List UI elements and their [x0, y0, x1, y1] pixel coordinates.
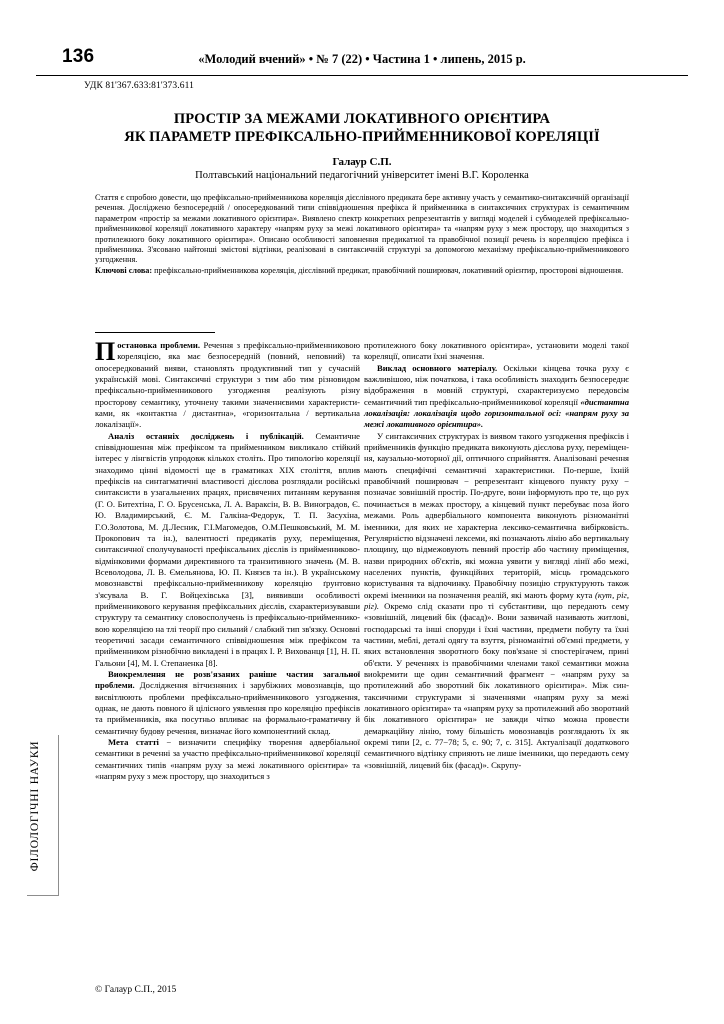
paragraph — [95, 737, 360, 782]
body-column-left — [95, 337, 360, 782]
abstract-body: Стаття є спробою довести, що префіксально-прийменникова кореляція дієслівного предиката бере активну участь у семантико-синтаксичній організації речення. Досліджено безпосередній / опосередкований типи співвідношення префікса й прийменника в синтаксичних структурах із семантичним параметром «простір за межами локативного орієнтира». Виявлено спектр конкретних репрезентантів у вигляді моделей і субмоделей префіксально-прийменникової кореляції локативного характеру «напрям руху за межі локативного орієнтира» та «напрям руху з меж простору, що знаходиться з протилежного боку локативного орієнтира». Описано особливості заповнення предикатної та правобічної позиції речень із кореляцією префікса і прийменника. З'ясовано найтонші змістові відтінки, реалізовані в синтаксичній структурі за допомогою механізму префіксально-прийменникового узгодження. — [95, 193, 629, 265]
drop-cap: П — [95, 337, 116, 366]
section-heading-gap: Виокремлення не розв'язаних раніше частин загальної проблеми. — [95, 668, 360, 691]
paragraph — [364, 340, 629, 363]
udc-code: УДК 81'367.633:81'373.611 — [84, 81, 194, 91]
journal-issue-line: «Молодий вчений» • № 7 (22) • Частина 1 • липень, 2015 р. — [198, 52, 526, 66]
section-heading-analysis: Аналіз останніх досліджень і публікацій. — [108, 430, 304, 441]
abstract-keywords — [95, 266, 629, 276]
paragraph-text: У синтаксичних структурах із виявом такого узгодження префіксів і прийменників функцію предиката виконують дієслова руху, переміщення, каузально-моторної дії, оптичного сприйняття. Аналізовані речення мають специфічні семантичні характеристики. По-перше, їхній правобічний поширювач − репрезентант кінцевого пункту руху − позначає зовнішній простір. По-друге, вони інформують про те, що рух починається в межах простору, а кінцевий пункт перебуває поза його межами. Роль адвербіального компонента виконують різноманітні іменники, для яких не характерна лексико-семантична вибірковість. Регулярністю відзначені лексеми, які позначають лінію або вертикальну площину, що відмежовують певний простір або частину приміщення, назви природних об'єктів, які можна уявити у вигляді лінії або межі, населених пунктів, функційних територій, місць громадського користування та відпочинку. Правобічну позицію структурують також окремі іменники на позначення реалій, які мають форму кута — [364, 430, 629, 600]
paragraph — [95, 337, 360, 431]
keywords-list: префіксально-прийменникова кореляція, дієслівний предикат, правобічний поширювач, локативний орієнтир, просторові відношення. — [154, 265, 624, 275]
paragraph — [364, 431, 629, 771]
paragraph-text: Оскільки кінцева точка руху є важливішою, ніж початкова, і така особливість знаходить безпосереднє відображення в мовній структурі, схарактеризуємо передовсім семантичний тип префіксально-прийменникової кореляції — [364, 362, 629, 407]
section-heading-problem: остановка проблеми. — [117, 340, 201, 350]
paragraph-text: протилежного боку локативного орієнтира», установити моделі такої кореляції, описати їхні значення. — [364, 340, 629, 362]
paragraph-text: Семантичне співвідношення між префіксом та прийменником викликало стійкий інтерес у лінгвістів упродовж кількох століть. Про типологію кореляції знаходимо цінні відомості ще в граматиках XIX століття, вплив префіксів на синтагматичні властивості дієслова розглядали російські синтаксисти в узагальнених працях, присвячених питанням керування (Г. О. Битехтіна, Г. О. Брусенська, Л. А. Вараксін, В. В. Виноградов, Є. Ю. Владимирський, Є. М. Галкіна-Федорук, Т. П. Засухіна, Г.О.Золотова, М. Д.Лесник, Г.І.Магомедов, О.М.Пешковський, М. М. Прокопович та ін.), валентності предикатів руху, переміщення, синтаксичної сполучуваності префіксальних дієслів із прийменниково-відмінковими формами директивного та транзитивного значень (М. В. Всеволодова, Л. В. Ємельянова, Ю. П. Князєв та ін.). В українському мовознавстві префіксально-прийменникову кореляцію ґрунтовно з'ясувала В. Г. Войцехівська [3], виявивши особливості прийменникового керування префіксальних дієслів, схарактеризувавши структуру та семантику словосполучень із префіксально-прийменниковою кореляцією на тлі теорії про сильний / слабкий тип зв'язку. Основні теоретичні засади семантичного співвідношення між префіксом та прийменником різнобічно викладені і в працях І. Р. Вихованця [1], Н. П. Гальони [4], М. І. Степаненка [8]. — [95, 430, 360, 668]
column-divider — [95, 332, 215, 333]
section-heading-aim: Мета статті — [108, 737, 159, 748]
page-number: 136 — [62, 46, 95, 67]
paragraph-text: Речення з префіксально-прийменниковою кореляцією, яка має безпосередній (повний, неповний) та опосередкований вияви, становлять продуктивний тип у сучасній українській мові. Синтаксичні структури з тим або тим різновидом префіксально-прийменникового узгодження реалізують різну просторову семантику, уточнену такими значеннєвими характеристиками, як «контактна / дистантна», «горизонтальна / вертикальна локалізації». — [95, 340, 360, 430]
paragraph — [95, 669, 360, 737]
article-affiliation: Полтавський національний педагогічний університет імені В.Г. Короленка — [195, 170, 529, 181]
paragraph — [95, 431, 360, 669]
paragraph-text: Дослідження вітчизняних і зарубіжних мовознавців, що висвітлюють проблеми префіксально-прийменникового узгодження, однак, не дають повного й цілісного уявлення про кореляцію префіксів та прийменників, яка посутньо впливає на формально-граматичну й семантичну будову речення, визначає його компонентний склад. — [95, 680, 360, 736]
body-column-right — [364, 340, 629, 771]
running-head — [62, 48, 662, 74]
emphasized-term: «дистантна локалізація: локалізація щодо горизонтальної осі: «напрям руху за межі локативного орієнтира». — [364, 396, 629, 430]
article-title-line-1: ПРОСТІР ЗА МЕЖАМИ ЛОКАТИВНОГО ОРІЄНТИРА — [173, 111, 551, 127]
copyright-line: © Галаур С.П., 2015 — [95, 985, 177, 995]
example-words: (кут, ріг, ріг). — [364, 589, 629, 611]
rubric-divider-vertical — [58, 735, 59, 895]
abstract-block — [95, 193, 629, 276]
page-title — [62, 110, 662, 146]
article-title-line-2: ЯК ПАРАМЕТР ПРЕФІКСАЛЬНО-ПРИЙМЕННИКОВОЇ КОРЕЛЯЦІЇ — [124, 129, 600, 145]
header-divider — [36, 75, 688, 76]
paragraph — [364, 363, 629, 431]
keywords-label: Ключові слова: — [95, 265, 153, 275]
paragraph-text-tail: Окремо слід сказати про ті субстантиви, що передають сему «зовнішній, лицевий бік (фасад)». Вони зазвичай називають житлові, господарські та інші споруди і їхні частини, предмети побуту та їхні частини, меблі, деталі одягу та взуття, різноманітні об'ємні предмети, у яких встановлення зворотного боку пов'язане зі спостерігачем, прині об'єкти. У реченнях із правобічними членами такої семантики можна виokремити ще один семантичний фрагмент − «напрям руху за протилежний або зворотний бік локативного орієнтира». Між синтаксичними структурами зі значеннями «напрям руху за межі локативного орієнтира» та «напрям руху за протилежний або зворотний бік локативного орієнтира» не завжди чітко можна провести демаркаційну лінію, тому більшість мовознавців розглядають їх як окремі типи [2, с. 77−78; 5, с. 90; 7, с. 315]. Актуалізації додаткового семантичного відтінку сприяють не лише іменники, що передають сему «зовнішній, лицевий бік (фасад)». Скрупу- — [364, 600, 629, 770]
section-heading-main: Виклад основного матеріалу. — [377, 362, 498, 373]
paragraph-text: − визначити специфіку творення адвербіальної семантики в реченні за участю префіксально-прийменникової кореляції семантичних типів «напрям руху за межі локативного орієнтира» та «напрям руху з меж простору, що знаходиться з — [95, 737, 360, 782]
article-author: Галаур С.П. — [332, 156, 392, 168]
section-rubric: ФІЛОЛОГІЧНІ НАУКИ — [29, 740, 41, 872]
